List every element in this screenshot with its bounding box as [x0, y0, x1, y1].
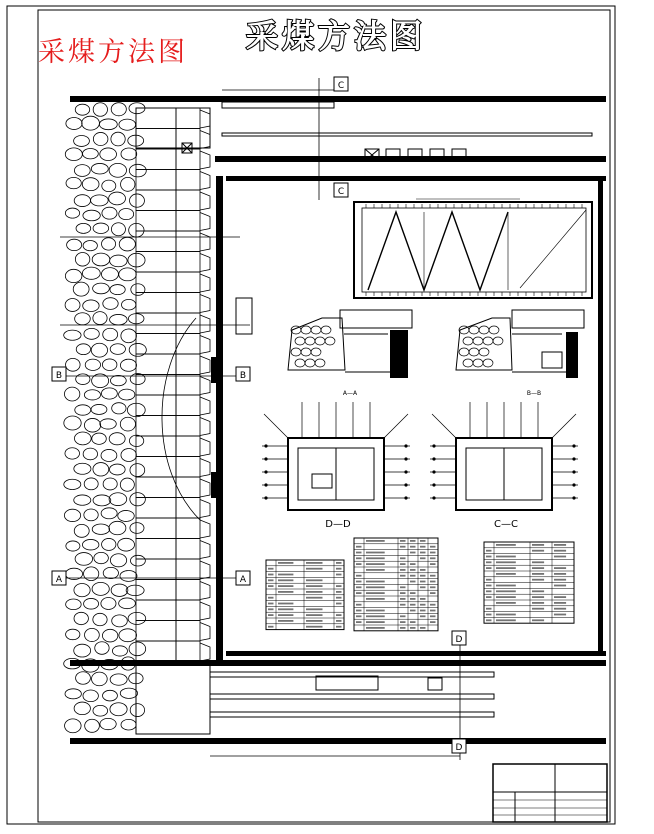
inner-border [38, 10, 610, 822]
section-mark-c-bottom: C [337, 187, 345, 197]
face-coal-wall [216, 176, 223, 666]
inner-block-top [226, 176, 606, 181]
section-title-dd: D—D [325, 519, 351, 530]
goaf-rubble-area [64, 103, 147, 733]
section-mark-d-top: D [455, 635, 463, 645]
equipment-tables [266, 538, 574, 631]
lower-roadway-wall-top [70, 660, 606, 666]
section-mark-b-right: B [239, 371, 247, 381]
section-title-bb: B—B [526, 390, 542, 397]
section-mark-a-right: A [239, 575, 247, 585]
upper-roadway-wall-top [70, 96, 606, 102]
lower-roadway-wall-bottom [70, 738, 606, 744]
section-title-aa: A—A [342, 390, 358, 397]
face-end-section-right [456, 310, 584, 378]
inner-block-right [598, 176, 603, 656]
shearer-path [162, 318, 200, 520]
section-title-cc: C—C [494, 519, 518, 530]
drawing-title: 采煤方法图 [245, 17, 426, 55]
roadway-section-cc [456, 438, 552, 510]
left-section-rubble [291, 326, 335, 367]
right-section-rubble [459, 326, 503, 367]
hydraulic-support-column [136, 108, 210, 734]
section-mark-d-bottom: D [455, 743, 463, 753]
title-block [493, 764, 607, 822]
section-mark-b-left: B [55, 371, 63, 381]
section-mark-c-top: C [337, 81, 345, 91]
outer-border [7, 6, 615, 824]
red-drawing-title: 采煤方法图 [38, 37, 188, 68]
inner-block-bottom [226, 651, 606, 656]
section-mark-a-left: A [55, 575, 63, 585]
cycle-operation-chart [354, 199, 592, 298]
roadway-bolts [262, 402, 578, 500]
roadway-section-dd [288, 438, 384, 510]
